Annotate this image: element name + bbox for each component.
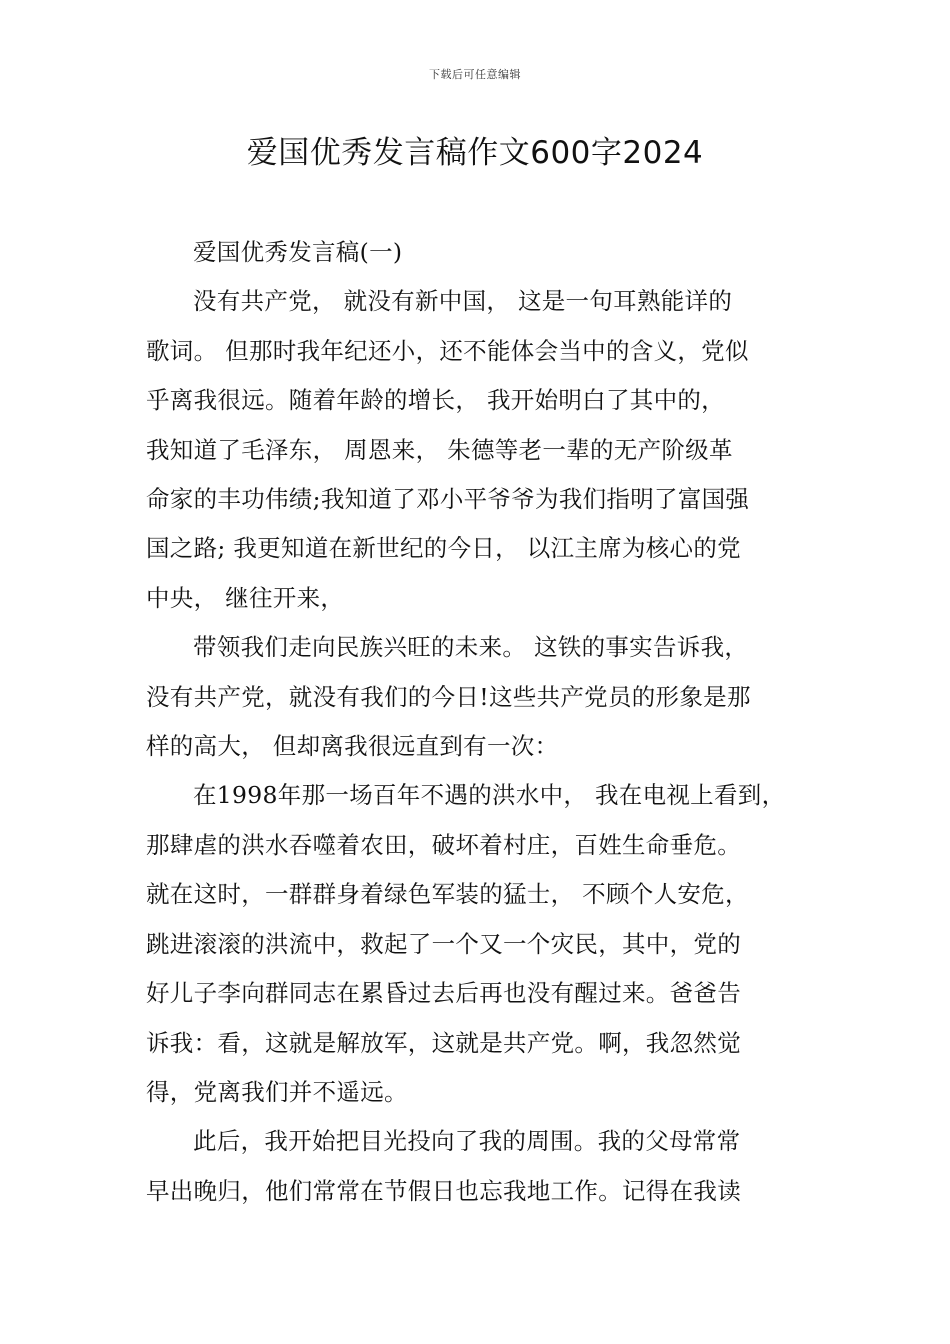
paragraph-5 xyxy=(146,1117,818,1216)
text-line: 好儿子李向群同志在累昏过去后再也没有醒过来。爸爸告 xyxy=(146,979,741,1008)
header-note: 下载后可任意编辑 xyxy=(429,68,521,81)
text-line: 中央， 继往开来， xyxy=(146,583,345,612)
paragraph-2 xyxy=(146,277,818,623)
paragraph-1 xyxy=(146,228,818,277)
text-line: 样的高大， 但却离我很远直到有一次： xyxy=(146,732,559,761)
text-line: 就在这时，一群群身着绿色军装的猛士， 不顾个人安危， xyxy=(146,880,749,909)
text-line: 此后，我开始把目光投向了我的周围。我的父母常常 xyxy=(193,1127,741,1156)
text-line: 跳进滚滚的洪流中，救起了一个又一个灾民，其中，党的 xyxy=(146,929,741,958)
text-line: 国之路; 我更知道在新世纪的今日， 以江主席为核心的党 xyxy=(146,534,741,563)
text-line: 没有共产党， 就没有新中国， 这是一句耳熟能详的 xyxy=(193,287,733,316)
paragraph-3 xyxy=(146,623,818,771)
text-line: 诉我：看，这就是解放军，这就是共产党。啊，我忽然觉 xyxy=(146,1028,741,1057)
text-line: 带领我们走向民族兴旺的未来。 这铁的事实告诉我， xyxy=(193,633,749,662)
document-body xyxy=(146,228,818,1216)
text-line: 得，党离我们并不遥远。 xyxy=(146,1077,408,1106)
text-line: 没有共产党，就没有我们的今日!这些共产党员的形象是那 xyxy=(146,682,751,711)
text-line: 我知道了毛泽东， 周恩来， 朱德等老一辈的无产阶级革 xyxy=(146,435,733,464)
text-line: 在1998年那一场百年不遇的洪水中， 我在电视上看到， xyxy=(193,781,786,810)
text-line: 乎离我很远。随着年龄的增长， 我开始明白了其中的， xyxy=(146,386,725,415)
text-line: 命家的丰功伟绩;我知道了邓小平爷爷为我们指明了富国强 xyxy=(146,485,750,514)
text-line: 歌词。 但那时我年纪还小，还不能体会当中的含义，党似 xyxy=(146,336,749,365)
paragraph-4 xyxy=(146,771,818,1117)
text-line: 爱国优秀发言稿(一) xyxy=(193,238,403,266)
text-line: 早出晚归，他们常常在节假日也忘我地工作。记得在我读 xyxy=(146,1176,741,1205)
text-line: 那肆虐的洪水吞噬着农田，破坏着村庄，百姓生命垂危。 xyxy=(146,830,741,859)
document-title: 爱国优秀发言稿作文600字2024 xyxy=(246,135,704,171)
